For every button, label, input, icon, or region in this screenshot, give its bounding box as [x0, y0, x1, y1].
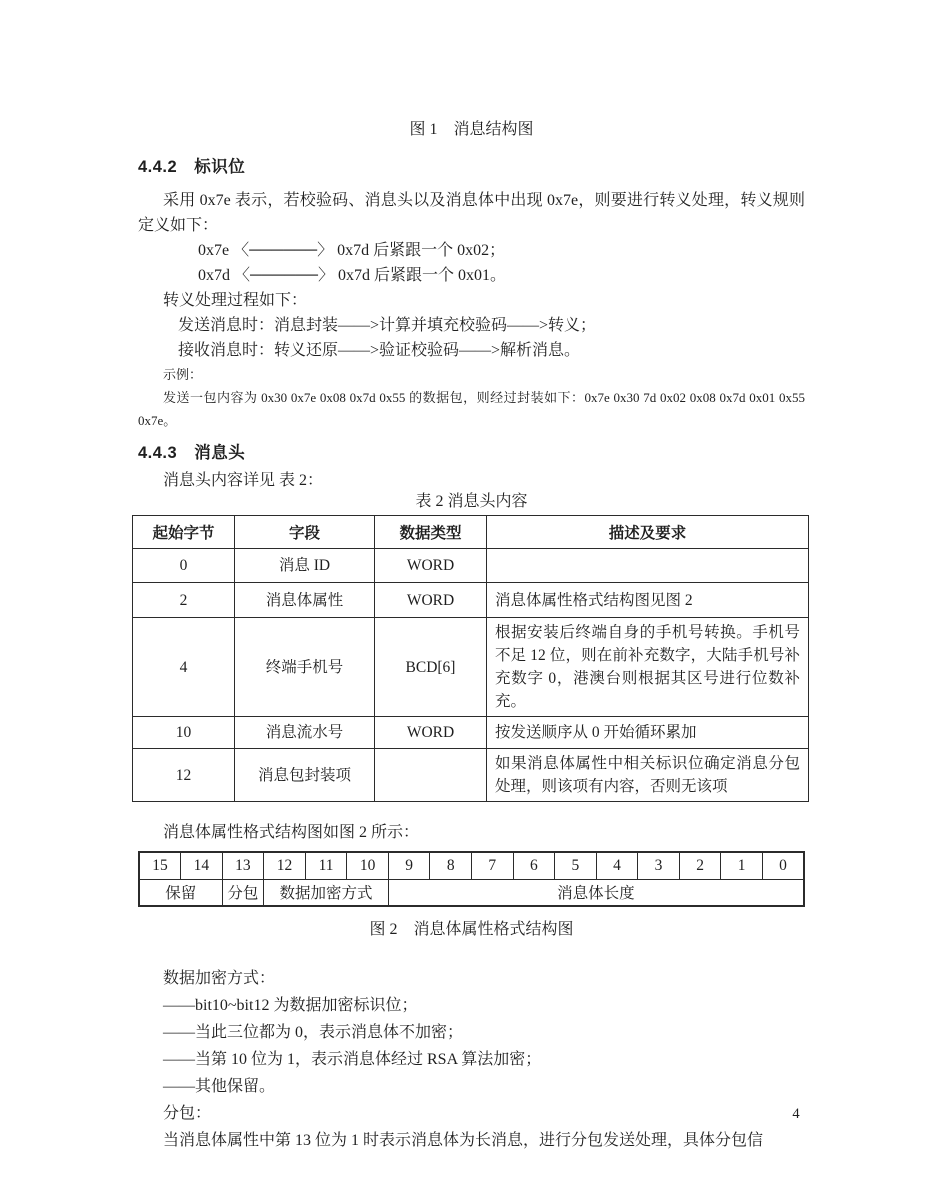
escape-process-intro: 转义处理过程如下：	[163, 292, 308, 309]
page-number: 4	[792, 1106, 800, 1122]
bit-field-row	[139, 879, 804, 906]
cell-field: 消息包封装项	[235, 749, 375, 802]
bit-field-subpackage: 分包	[222, 879, 264, 906]
table2-intro: 消息头内容详见 表 2：	[163, 472, 324, 489]
table2-caption: 表 2 消息头内容	[415, 493, 528, 510]
encryption-title: 数据加密方式：	[163, 970, 276, 987]
bit-number-cell: 4	[596, 852, 638, 879]
escape-intro-paragraph: 采用 0x7e 表示，若校验码、消息头以及消息体中出现 0x7e，则要进行转义处理，转义规则定义如下：	[138, 192, 805, 234]
cell-start-byte: 10	[133, 717, 235, 749]
cell-data-type: WORD	[375, 583, 487, 618]
bit-number-cell: 8	[430, 852, 472, 879]
bit-number-cell: 13	[222, 852, 264, 879]
cell-description: 如果消息体属性中相关标识位确定消息分包处理，则该项有内容，否则无该项	[487, 749, 809, 802]
encryption-item: ——其他保留。	[163, 1078, 276, 1095]
bit-number-cell: 0	[762, 852, 804, 879]
bit-number-cell: 12	[264, 852, 306, 879]
figure2-caption: 图 2 消息体属性格式结构图	[369, 921, 574, 938]
cell-field: 消息体属性	[235, 583, 375, 618]
encryption-item: ——bit10~bit12 为数据加密标识位；	[163, 997, 418, 1014]
bit-number-cell: 6	[513, 852, 555, 879]
cell-start-byte: 4	[133, 618, 235, 717]
page-content	[138, 0, 805, 1154]
encryption-item: ——当第 10 位为 1，表示消息体经过 RSA 算法加密；	[163, 1051, 542, 1068]
bit-number-cell: 11	[305, 852, 347, 879]
column-header-data-type: 数据类型	[375, 516, 487, 549]
section-heading-4-4-2: 4.4.2 标识位	[138, 158, 246, 176]
bit-number-cell: 3	[638, 852, 680, 879]
table-row	[133, 549, 809, 583]
bit-field-reserved: 保留	[139, 879, 222, 906]
cell-data-type: WORD	[375, 549, 487, 583]
bit-number-cell: 9	[388, 852, 430, 879]
cell-start-byte: 0	[133, 549, 235, 583]
message-header-table	[132, 515, 809, 802]
encryption-section	[138, 965, 805, 1154]
bit-number-cell: 14	[181, 852, 223, 879]
bit-number-cell: 2	[679, 852, 721, 879]
example-paragraph: 发送一包内容为 0x30 0x7e 0x08 0x7d 0x55 的数据包，则经过封装如下：0x7e 0x30 7d 0x02 0x08 0x7d 0x01 0x55 0x7e。	[138, 390, 805, 428]
cell-data-type	[375, 749, 487, 802]
cell-start-byte: 2	[133, 583, 235, 618]
cell-field: 终端手机号	[235, 618, 375, 717]
example-label: 示例：	[163, 367, 203, 382]
bit-number-cell: 1	[721, 852, 763, 879]
table-row	[133, 717, 809, 749]
bit-field-encryption: 数据加密方式	[264, 879, 389, 906]
subpackage-title: 分包：	[163, 1105, 212, 1122]
subpackage-paragraph: 当消息体属性中第 13 位为 1 时表示消息体为长消息，进行分包发送处理，具体分包信	[163, 1132, 764, 1149]
message-body-attr-bit-table	[138, 851, 805, 907]
bit-field-body-length: 消息体长度	[388, 879, 804, 906]
cell-description: 消息体属性格式结构图见图 2	[487, 583, 809, 618]
bit-structure-intro: 消息体属性格式结构图如图 2 所示：	[163, 824, 420, 841]
table-row	[133, 583, 809, 618]
cell-start-byte: 12	[133, 749, 235, 802]
bit-number-cell: 5	[555, 852, 597, 879]
figure1-caption: 图 1 消息结构图	[409, 121, 534, 138]
bit-number-cell: 7	[472, 852, 514, 879]
encryption-item: ——当此三位都为 0，表示消息体不加密；	[163, 1024, 464, 1041]
cell-field: 消息 ID	[235, 549, 375, 583]
cell-data-type: WORD	[375, 717, 487, 749]
column-header-start-byte: 起始字节	[133, 516, 235, 549]
bit-number-row	[139, 852, 804, 879]
table-row	[133, 749, 809, 802]
bit-number-cell: 15	[139, 852, 181, 879]
escape-rule-2: 0x7d 〈──────〉 0x7d 后紧跟一个 0x01。	[198, 267, 507, 284]
cell-data-type: BCD[6]	[375, 618, 487, 717]
table-row	[133, 618, 809, 717]
table-header-row	[133, 516, 809, 549]
column-header-description: 描述及要求	[487, 516, 809, 549]
cell-description	[487, 549, 809, 583]
cell-field: 消息流水号	[235, 717, 375, 749]
section-heading-4-4-3: 4.4.3 消息头	[138, 444, 246, 462]
cell-description: 根据安装后终端自身的手机号转换。手机号不足 12 位，则在前补充数字，大陆手机号补充数字 0，港澳台则根据其区号进行位数补充。	[487, 618, 809, 717]
escape-process-send: 发送消息时：消息封装——>计算并填充校验码——>转义；	[178, 317, 597, 334]
escape-process-receive: 接收消息时：转义还原——>验证校验码——>解析消息。	[178, 342, 581, 359]
bit-number-cell: 10	[347, 852, 389, 879]
escape-rule-1: 0x7e 〈──────〉 0x7d 后紧跟一个 0x02；	[198, 242, 506, 259]
column-header-field: 字段	[235, 516, 375, 549]
cell-description: 按发送顺序从 0 开始循环累加	[487, 717, 809, 749]
